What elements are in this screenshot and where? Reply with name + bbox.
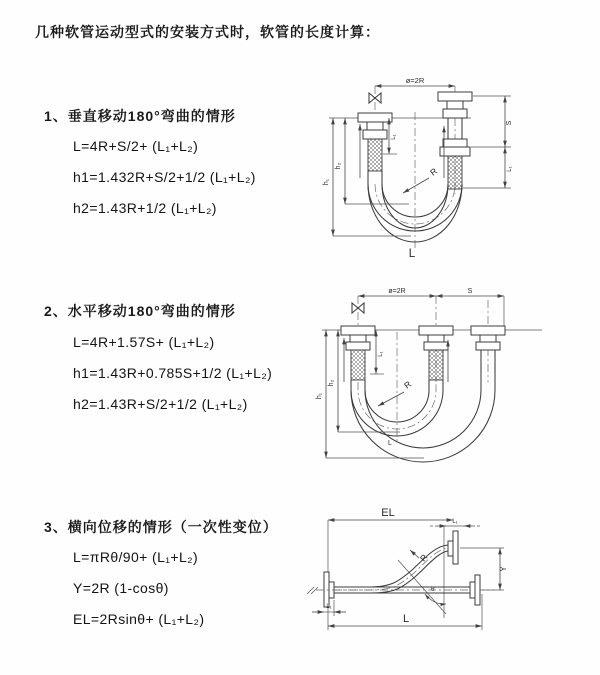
formula-line: h1=1.43R+0.785S+1/2 (L₁+L₂) [73, 365, 273, 381]
length-label: L [388, 440, 392, 447]
valve-icon [369, 93, 381, 103]
braid-section [368, 139, 382, 171]
dim-y-label: Y [499, 566, 508, 572]
right-fitting [471, 326, 505, 350]
dim-width [375, 76, 455, 86]
dim-width-label: ø=2R [388, 288, 406, 295]
dim-l1-label: L₁ [391, 134, 397, 140]
braid-section [429, 350, 443, 380]
length-label: L [408, 248, 416, 260]
radius-label: R [417, 552, 430, 564]
dim-l1-label: L₁ [378, 351, 384, 357]
dim-l1-left [370, 330, 384, 374]
section2-heading: 2、水平移动180°弯曲的情形 [44, 303, 236, 319]
formula-line: h2=1.43R+1/2 (L₁+L₂) [73, 200, 217, 216]
dim-h2-label: h₂ [335, 162, 342, 170]
left-flange [324, 572, 334, 607]
angle-label: θ [431, 586, 435, 593]
dim-l1-label: L₁ [452, 519, 458, 525]
hose-original [316, 575, 494, 605]
page-title: 几种软管运动型式的安装方式时，软管的长度计算： [35, 24, 380, 40]
dim-s-label: S [467, 288, 473, 295]
angle-theta [425, 586, 446, 604]
centerline-break-mark [307, 587, 318, 594]
dim-h1-label: h₁ [316, 392, 323, 400]
formula-line: h1=1.432R+S/2+1/2 (L₁+L₂) [73, 169, 256, 185]
dim-h1-label: h₁ [323, 178, 330, 186]
dim-y [460, 548, 508, 590]
right-fitting [438, 92, 472, 189]
dim-el [328, 507, 453, 630]
dim-width [358, 288, 436, 296]
radius-leader [410, 550, 429, 563]
section1-heading: 1、垂直移动180°弯曲的情形 [44, 108, 236, 124]
dim-s [436, 288, 504, 332]
dim-h2-label: h₂ [328, 379, 335, 387]
radius-label: R [428, 165, 440, 178]
dim-l1-label: L₁ [507, 166, 513, 172]
braid-section [351, 350, 365, 380]
left-fitting [358, 113, 392, 171]
dim-s [463, 96, 513, 188]
formula-line: EL=2Rsinθ+ (L₁+L₂) [73, 611, 205, 627]
radius-leader [403, 166, 439, 193]
hose-displaced [334, 531, 458, 593]
braid-section [448, 156, 462, 189]
diagram-lateral-displacement [298, 500, 598, 650]
formula-line: L=4R+S/2+ (L₁+L₂) [73, 138, 199, 154]
dim-s-label: S [506, 120, 513, 126]
formula-line: L=πRθ/90+ (L₁+L₂) [73, 549, 199, 565]
dim-l1-label: L₁ [326, 604, 332, 610]
formula-line: h2=1.43R+S/2+1/2 (L₁+L₂) [73, 396, 248, 412]
radius-leader [378, 379, 413, 406]
left-fitting [341, 326, 375, 380]
diagram-horizontal-180-bend [308, 282, 598, 470]
diagram-vertical-180-bend [313, 66, 598, 262]
dim-width-label: ø=2R [405, 76, 425, 85]
formula-line: L=4R+1.57S+ (L₁+L₂) [73, 334, 215, 350]
dim-l-label: L [402, 613, 410, 625]
valve-icon [352, 303, 364, 313]
section3-heading: 3、横向位移的情形（一次性变位） [44, 519, 278, 535]
formula-line: Y=2R (1-cosθ) [73, 580, 169, 596]
hose-u-bend [351, 350, 495, 462]
radius-label: R [402, 378, 414, 391]
dim-l [328, 594, 482, 630]
dim-el-label: EL [381, 507, 395, 519]
